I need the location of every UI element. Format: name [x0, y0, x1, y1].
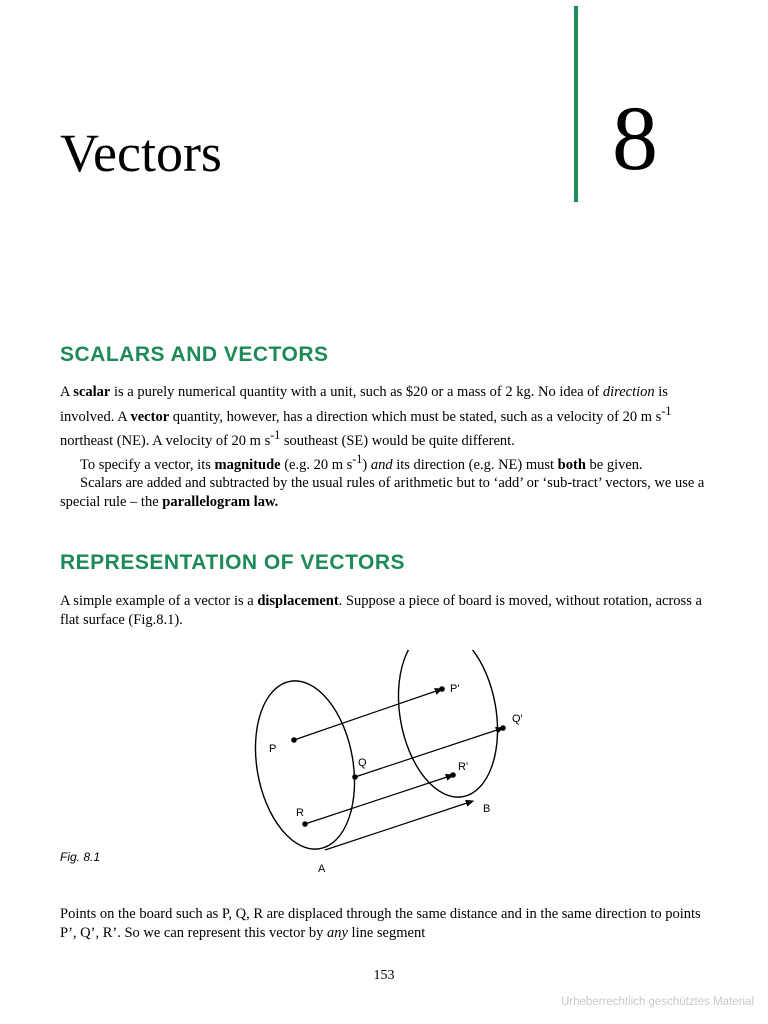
copyright-watermark: Urheberrechtlich geschütztes Material: [560, 996, 754, 1008]
board-displaced-outline: [386, 650, 510, 805]
chapter-divider-rule: [574, 6, 578, 202]
section-heading-representation-of-vectors: REPRESENTATION OF VECTORS: [60, 551, 406, 574]
page-number: 153: [373, 968, 395, 983]
paragraph-parallelogram-law: Scalars are added and subtracted by the usual rules of arithmetic but to ‘add’ or ‘sub-tract’ vectors, we use a special rule – the parallelogram law.: [60, 475, 705, 510]
paragraph-scalar-definition: A scalar is a purely numerical quantity with a unit, such as $20 or a mass of 2 kg. No idea of direction is involved. A vector quantity, however, has a direction which must be stated, such as a velocity of 20 m $s^{-1}$ northeast (NE). A velocity of 20 m $s^{-1}$ southeast (SE) would be quite different.: [60, 384, 672, 449]
point-r: [302, 821, 308, 827]
point-p: [291, 737, 297, 743]
label-p: P: [269, 743, 277, 755]
displacement-line-q: [355, 728, 503, 777]
label-a: A: [318, 863, 326, 875]
point-q-prime: [500, 725, 506, 731]
label-r-prime: R': [458, 761, 469, 773]
vector-line-ab: [325, 801, 473, 850]
point-r-prime: [450, 772, 456, 778]
section-body-scalars-and-vectors: [60, 383, 710, 511]
section-body-representation: [60, 592, 710, 629]
chapter-number: 8: [612, 87, 658, 189]
figure-displacement-diagram: [240, 650, 540, 880]
point-p-prime: [439, 686, 445, 692]
chapter-title: Vectors: [60, 123, 222, 183]
figure-caption: Fig. 8.1: [60, 850, 101, 864]
board-original-outline: [243, 673, 367, 857]
displacement-line-r: [305, 775, 453, 824]
displacement-line-p: [294, 689, 442, 740]
label-q: Q: [358, 757, 367, 769]
section-heading-scalars-and-vectors: SCALARS AND VECTORS: [60, 343, 329, 366]
label-p-prime: P': [450, 683, 460, 695]
label-q-prime: Q': [512, 713, 523, 725]
paragraph-points-displaced: Points on the board such as P, Q, R are displaced through the same distance and in the same direction to points P’, Q’, R’. So we can represent this vector by any line segment: [60, 906, 701, 941]
paragraph-displacement-example: A simple example of a vector is a displacement. Suppose a piece of board is moved, without rotation, across a flat surface (Fig.8.1).: [60, 593, 702, 628]
point-q: [352, 774, 358, 780]
section-body-closing: [60, 905, 710, 942]
paragraph-vector-specification: To specify a vector, its magnitude (e.g. 20 m $s^{-1}$) and its direction (e.g. NE) must both be given.: [80, 452, 643, 473]
label-b: B: [483, 803, 491, 815]
label-r: R: [296, 807, 304, 819]
